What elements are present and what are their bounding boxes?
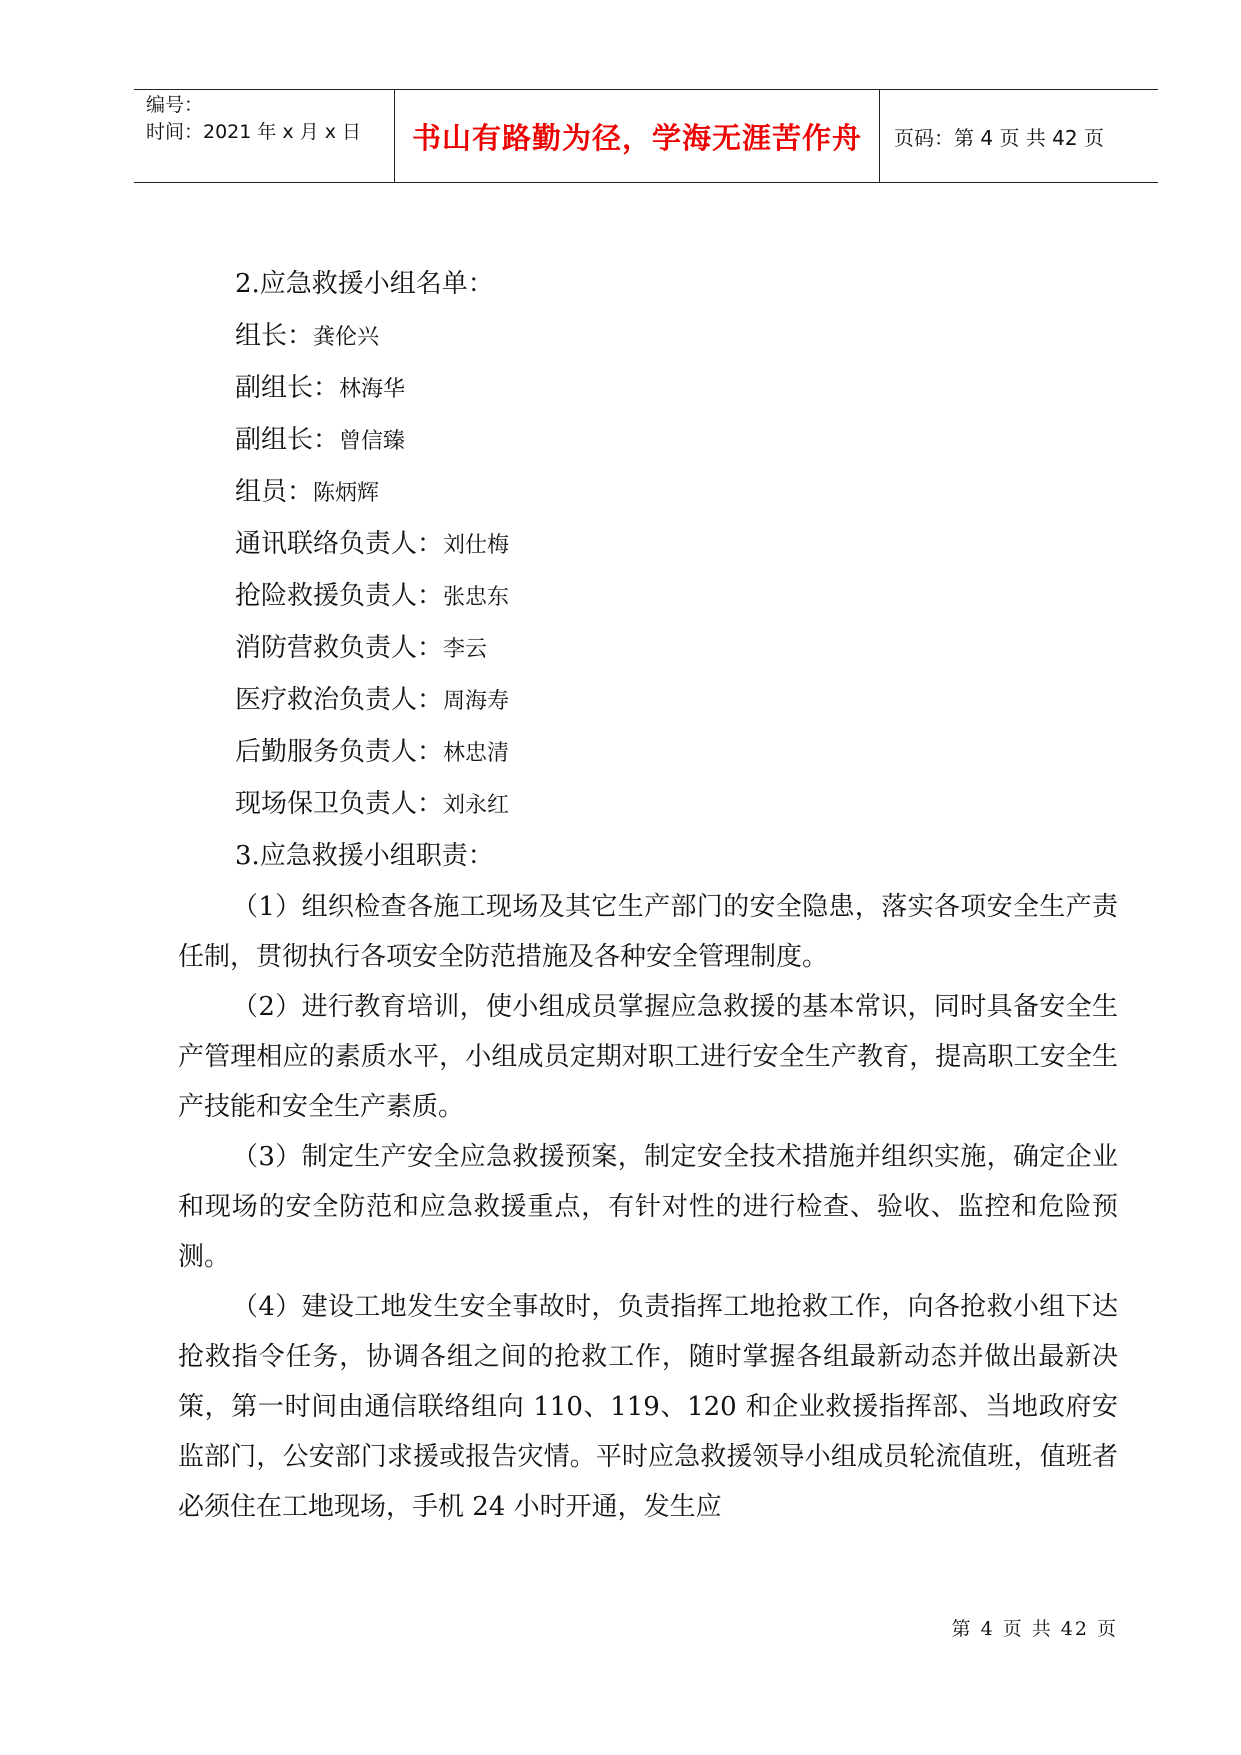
duty-paragraph: （2）进行教育培训，使小组成员掌握应急救援的基本常识，同时具备安全生产管理相应的素质水平，小组成员定期对职工进行安全生产教育，提高职工安全生产技能和安全生产素质。 (178, 992, 1118, 1122)
member-role: 副组长： (235, 425, 340, 455)
member-role: 副组长： (235, 373, 340, 403)
member-row (178, 362, 1118, 414)
member-row (178, 570, 1118, 622)
member-role: 后勤服务负责人： (235, 737, 444, 767)
serial-label: 编号： (146, 94, 204, 116)
member-name: 陈炳辉 (313, 481, 380, 506)
member-role: 组员： (235, 477, 314, 507)
member-role: 通讯联络负责人： (235, 529, 444, 559)
member-name: 龚伦兴 (313, 325, 380, 350)
member-name: 林海华 (339, 377, 406, 402)
document-body (178, 258, 1118, 1532)
member-name: 曾信臻 (339, 429, 406, 454)
member-role: 医疗救治负责人： (235, 685, 444, 715)
member-row (178, 518, 1118, 570)
member-row (178, 674, 1118, 726)
member-row (178, 778, 1118, 830)
member-name: 林忠清 (443, 741, 510, 766)
duty-paragraph: （3）制定生产安全应急救援预案，制定安全技术措施并组织实施，确定企业和现场的安全防范和应急救援重点，有针对性的进行检查、验收、监控和危险预测。 (178, 1142, 1118, 1272)
section-title: 2.应急救援小组名单： (235, 269, 494, 299)
member-role: 现场保卫负责人： (235, 789, 444, 819)
member-row (178, 622, 1118, 674)
header-meta (134, 90, 395, 182)
page-footer: 第 4 页 共 42 页 (951, 1618, 1118, 1640)
section-title: 3.应急救援小组职责： (235, 841, 494, 871)
header-motto: 书山有路勤为径，学海无涯苦作舟 (395, 90, 880, 182)
member-row (178, 466, 1118, 518)
member-role: 消防营救负责人： (235, 633, 444, 663)
member-role: 抢险救援负责人： (235, 581, 444, 611)
member-name: 刘永红 (443, 793, 510, 818)
page-header (134, 89, 1158, 183)
member-name: 张忠东 (443, 585, 510, 610)
member-name: 李云 (443, 637, 488, 662)
duty-paragraph: （4）建设工地发生安全事故时，负责指挥工地抢救工作，向各抢救小组下达抢救指令任务，协调各组之间的抢救工作，随时掌握各组最新动态并做出最新决策，第一时间由通信联络组向 110、119、120 和企业救援指挥部、当地政府安监部门，公安部门求援或报告灾情。平时应急救援领导小组成员轮流值班，值班者必须住在工地现场，手机 24 小时开通，发生应 (178, 1292, 1118, 1522)
time-label: 时间：2021 年 x 月 x 日 (146, 121, 362, 143)
duty-paragraph: （1）组织检查各施工现场及其它生产部门的安全隐患，落实各项安全生产责任制，贯彻执行各项安全防范措施及各种安全管理制度。 (178, 892, 1118, 972)
member-row (178, 310, 1118, 362)
member-name: 刘仕梅 (443, 533, 510, 558)
member-name: 周海寿 (443, 689, 510, 714)
member-row (178, 726, 1118, 778)
member-role: 组长： (235, 321, 314, 351)
member-row (178, 414, 1118, 466)
header-page-info: 页码：第 4 页 共 42 页 (894, 125, 1104, 150)
